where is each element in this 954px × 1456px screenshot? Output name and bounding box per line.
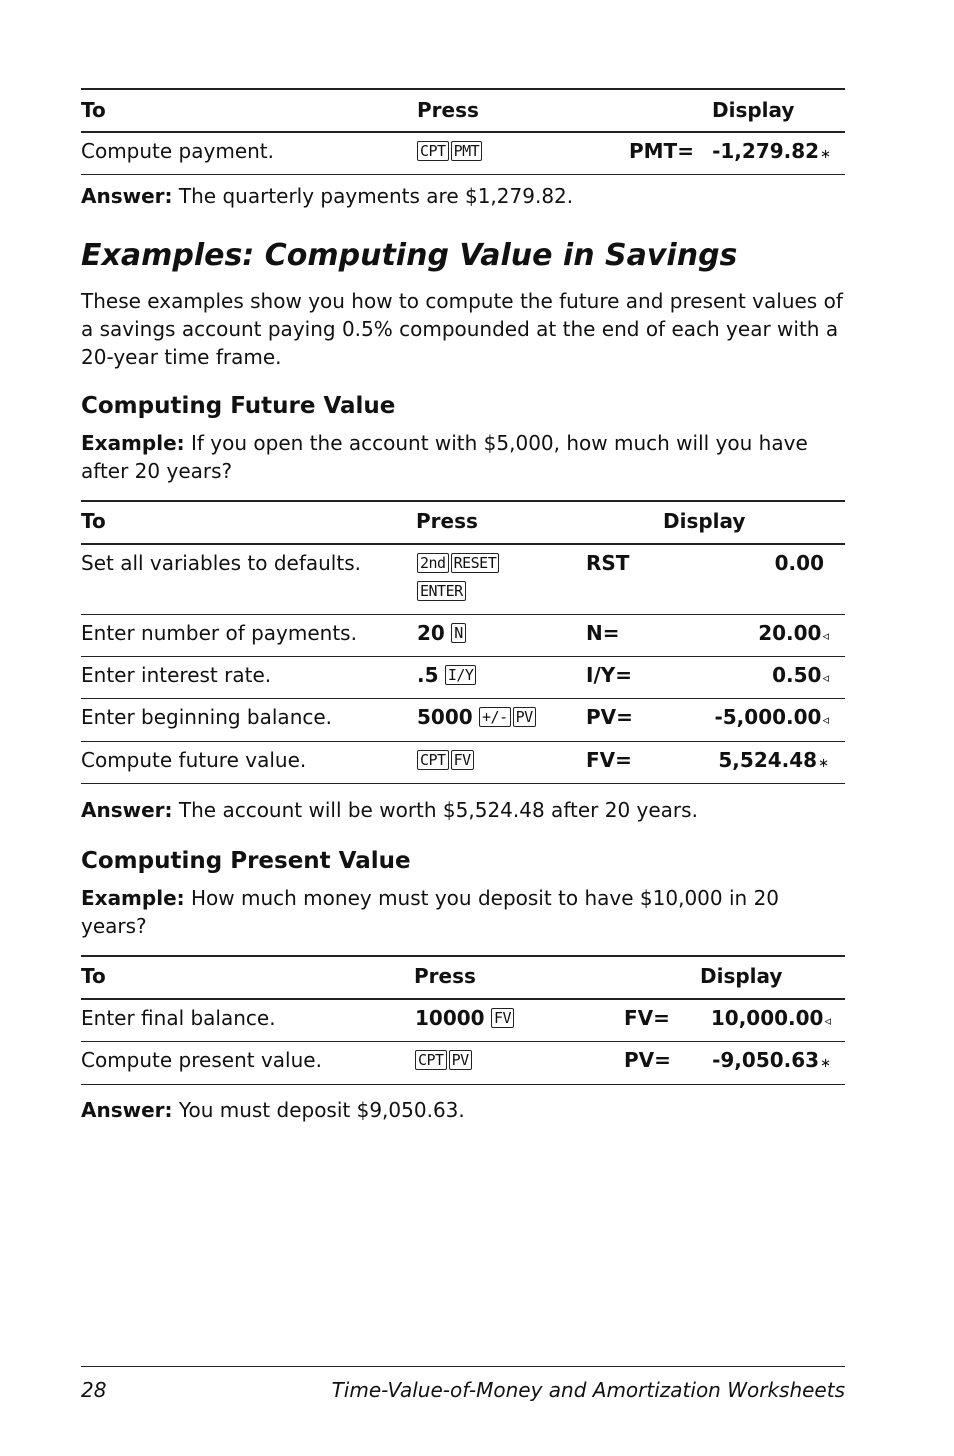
example-lead: Example:: [81, 886, 185, 910]
answer-lead: Answer:: [81, 798, 173, 822]
payment-keystroke-table: [81, 88, 845, 175]
row-action: Compute future value.: [81, 748, 307, 772]
intro-paragraph: These examples show you how to compute the future and present values of a savings account paying 0.5% compounded at the end of each year with a 20-year time frame.: [81, 289, 843, 369]
table-header: [81, 502, 845, 544]
row-keys: [417, 703, 538, 731]
pv-key: PV: [513, 707, 536, 727]
header-press: Press: [417, 98, 479, 122]
fv-heading: Computing Future Value: [81, 393, 396, 419]
row-display-label: PV=: [624, 1048, 671, 1072]
reset-key: RESET: [451, 553, 500, 573]
value-text: -9,050.63: [712, 1048, 820, 1072]
change-sign-key: +/-: [479, 707, 511, 727]
manual-page: [81, 0, 845, 1456]
table-row: [81, 1041, 845, 1084]
value-text: 0.00: [774, 551, 824, 575]
row-display-value: [775, 549, 825, 581]
entered-indicator-icon: ◃: [824, 1014, 831, 1029]
row-display-value: [758, 619, 829, 651]
answer-lead: Answer:: [81, 1098, 173, 1122]
press-number: .5: [417, 663, 439, 687]
row-display-label: I/Y=: [586, 663, 632, 687]
value-text: 0.50: [772, 663, 822, 687]
pv-heading: Computing Present Value: [81, 848, 411, 874]
row-action: Enter interest rate.: [81, 663, 272, 687]
row-action: Enter beginning balance.: [81, 705, 333, 729]
row-keys: [417, 549, 501, 605]
footer-rule: [81, 1366, 845, 1367]
row-display-label: PMT=: [629, 139, 694, 163]
pv-example: [81, 884, 845, 940]
pmt-key: PMT: [451, 141, 483, 161]
iy-key: I/Y: [445, 665, 477, 685]
row-display-value: [772, 661, 829, 693]
table-row: [81, 741, 845, 783]
pv-key: PV: [449, 1050, 472, 1070]
row-keys: [415, 1046, 474, 1074]
answer-text: You must deposit $9,050.63.: [178, 1098, 465, 1122]
row-display-value: [714, 703, 829, 735]
header-press: Press: [416, 509, 478, 533]
fv-key: FV: [491, 1008, 514, 1028]
example-lead: Example:: [81, 431, 185, 455]
answer-1: [81, 182, 845, 210]
press-number: 5000: [417, 705, 473, 729]
header-to: To: [81, 964, 106, 988]
row-display-value: [712, 1046, 831, 1078]
fv-example: [81, 429, 845, 485]
row-display-label: RST: [586, 551, 630, 575]
table-row: [81, 698, 845, 741]
row-keys: [415, 1004, 516, 1032]
row-display-label: FV=: [586, 748, 632, 772]
row-action: Enter final balance.: [81, 1006, 276, 1030]
pv-keystroke-table: [81, 955, 845, 1085]
answer-text: The quarterly payments are $1,279.82.: [178, 184, 574, 208]
header-display: Display: [712, 98, 795, 122]
value-text: 5,524.48: [718, 748, 818, 772]
table-row: [81, 132, 845, 174]
value-text: 10,000.00: [710, 1006, 824, 1030]
section-title: Examples: Computing Value in Savings: [81, 238, 738, 273]
row-keys: [417, 746, 476, 774]
table-header: [81, 90, 845, 132]
cpt-key: CPT: [417, 750, 449, 770]
table-row: [81, 656, 845, 698]
entered-indicator-icon: ◃: [822, 671, 829, 686]
second-key: 2nd: [417, 553, 449, 573]
computed-indicator-icon: ∗: [818, 756, 829, 771]
header-to: To: [81, 98, 106, 122]
table-row: [81, 614, 845, 656]
row-keys: [417, 619, 468, 647]
press-number: 10000: [415, 1006, 485, 1030]
answer-lead: Answer:: [81, 184, 173, 208]
value-text: -1,279.82: [712, 139, 820, 163]
fv-answer: [81, 796, 845, 824]
running-footer-title: Time-Value-of-Money and Amortization Worksheets: [331, 1378, 845, 1402]
fv-key: FV: [451, 750, 474, 770]
row-action: Compute present value.: [81, 1048, 322, 1072]
header-display: Display: [663, 509, 746, 533]
table-row: [81, 999, 845, 1041]
row-display-label: FV=: [624, 1006, 670, 1030]
answer-text: The account will be worth $5,524.48 after 20 years.: [178, 798, 698, 822]
row-keys: [417, 661, 478, 689]
row-action: Compute payment.: [81, 139, 275, 163]
row-action: Enter number of payments.: [81, 621, 357, 645]
enter-key: ENTER: [417, 581, 466, 601]
n-key: N: [451, 623, 466, 643]
cpt-key: CPT: [415, 1050, 447, 1070]
row-display-value: [718, 746, 829, 778]
value-text: 20.00: [758, 621, 822, 645]
computed-indicator-icon: ∗: [820, 147, 831, 162]
entered-indicator-icon: ◃: [822, 629, 829, 644]
row-display-label: PV=: [586, 705, 633, 729]
computed-indicator-icon: ∗: [820, 1056, 831, 1071]
row-display-label: N=: [586, 621, 620, 645]
row-display-value: [712, 137, 831, 169]
row-keys: [417, 137, 484, 165]
header-to: To: [81, 509, 106, 533]
entered-indicator-icon: ◃: [822, 713, 829, 728]
example-text: If you open the account with $5,000, how much will you have after 20 years?: [81, 431, 808, 483]
page-number: 28: [81, 1378, 107, 1402]
table-header: [81, 957, 845, 999]
cpt-key: CPT: [417, 141, 449, 161]
header-press: Press: [414, 964, 476, 988]
pv-answer: [81, 1096, 845, 1124]
example-text: How much money must you deposit to have $10,000 in 20 years?: [81, 886, 780, 938]
table-row: [81, 544, 845, 614]
row-display-value: [711, 1004, 831, 1036]
row-action: Set all variables to defaults.: [81, 551, 361, 575]
header-display: Display: [700, 964, 783, 988]
value-text: -5,000.00: [714, 705, 822, 729]
fv-keystroke-table: [81, 500, 845, 784]
press-number: 20: [417, 621, 445, 645]
